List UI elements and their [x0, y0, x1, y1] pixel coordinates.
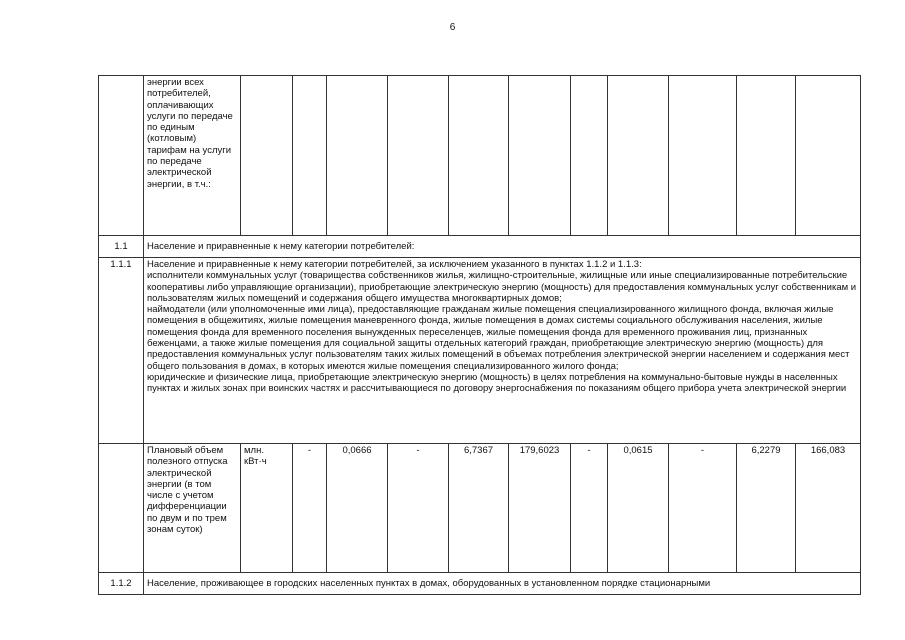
value-cell: 6,2279: [737, 444, 796, 573]
value-cell: [327, 76, 388, 236]
value-cell: [608, 76, 669, 236]
value-cell: 166,083: [796, 444, 861, 573]
unit-cell: [241, 76, 293, 236]
value-cell: [509, 76, 571, 236]
tariff-table: [98, 75, 861, 595]
value-cell: [449, 76, 509, 236]
table-row-1-1: [99, 236, 861, 258]
table-row-plan-volume: [99, 444, 861, 573]
paragraph: Население и приравненные к нему категории потребителей, за исключением указанного в пунктах 1.1.2 и 1.1.3:: [147, 259, 642, 270]
paragraph: наймодатели (или уполномоченные ими лица), предоставляющие гражданам жилые помещения специализированного жилищного фонда, включая жилые помещения в общежитиях, жилые помещения маневренного фонда, жилые помещения в домах системы социального обслуживания населения, жилые помещения фонда для временного поселения вынужденных переселенцев, жилые помещения фонда для временного проживания лиц, признанных беженцами, а также жилые помещения для социальной защиты отдельных категорий граждан, приобретающие электрическую энергию (мощность) для предоставления коммунальных услуг пользователям таких жилых помещений в объемах потребления электрической энергии населением и содержания мест общего пользования в домах, в которых имеются жилые помещения специализированного жилого фонда;: [147, 304, 850, 372]
paragraph: юридические и физические лица, приобретающие электрическую энергию (мощность) в целях потребления на коммунально-бытовые нужды в населенных пунктах и жилых зонах при воинских частях и рассчитывающиеся по договору энергоснабжения по показаниям общего прибора учета электрической энергии: [147, 371, 847, 395]
value-cell: 0,0666: [327, 444, 388, 573]
table-row-top: [99, 76, 861, 236]
value-cell: -: [293, 444, 327, 573]
value-cell: 179,6023: [509, 444, 571, 573]
value-cell: [571, 76, 608, 236]
row-text: [144, 258, 861, 444]
page-number: 6: [449, 22, 456, 33]
row-number: 1.1.1: [99, 258, 144, 444]
row-label: Плановый объем полезного отпуска электрической энергии (в том числе с учетом дифференциации по двум и по трем зонам суток): [144, 444, 241, 573]
value-cell: [796, 76, 861, 236]
value-cell: 0,0615: [608, 444, 669, 573]
paragraph: исполнители коммунальных услуг (товарищества собственников жилья, жилищно-строительные, жилищные или иные специализированные потребительские кооперативы либо управляющие организации), приобретающие электрическую энергию (мощность) для предоставления коммунальных услуг собственникам и пользователям жилых помещений и содержания общего имущества многоквартирных домов;: [147, 270, 857, 304]
value-cell: [669, 76, 737, 236]
row-number: 1.1.2: [99, 573, 144, 595]
row-number: [99, 76, 144, 236]
value-cell: [388, 76, 449, 236]
value-cell: -: [669, 444, 737, 573]
value-cell: [737, 76, 796, 236]
table-row-1-1-2: [99, 573, 861, 595]
value-cell: -: [388, 444, 449, 573]
value-cell: [293, 76, 327, 236]
unit-cell: млн. кВт·ч: [241, 444, 293, 573]
row-label: энергии всех потребителей, оплачивающих услуги по передаче по единым (котловым) тарифам на услуги по передаче электрической энергии, в т.ч.:: [144, 76, 241, 236]
table-row-1-1-1: [99, 258, 861, 444]
row-text: Население и приравненные к нему категории потребителей:: [144, 236, 861, 258]
row-text: Население, проживающее в городских населенных пунктах в домах, оборудованных в установленном порядке стационарными: [144, 573, 861, 595]
row-number: [99, 444, 144, 573]
row-number: 1.1: [99, 236, 144, 258]
value-cell: -: [571, 444, 608, 573]
value-cell: 6,7367: [449, 444, 509, 573]
